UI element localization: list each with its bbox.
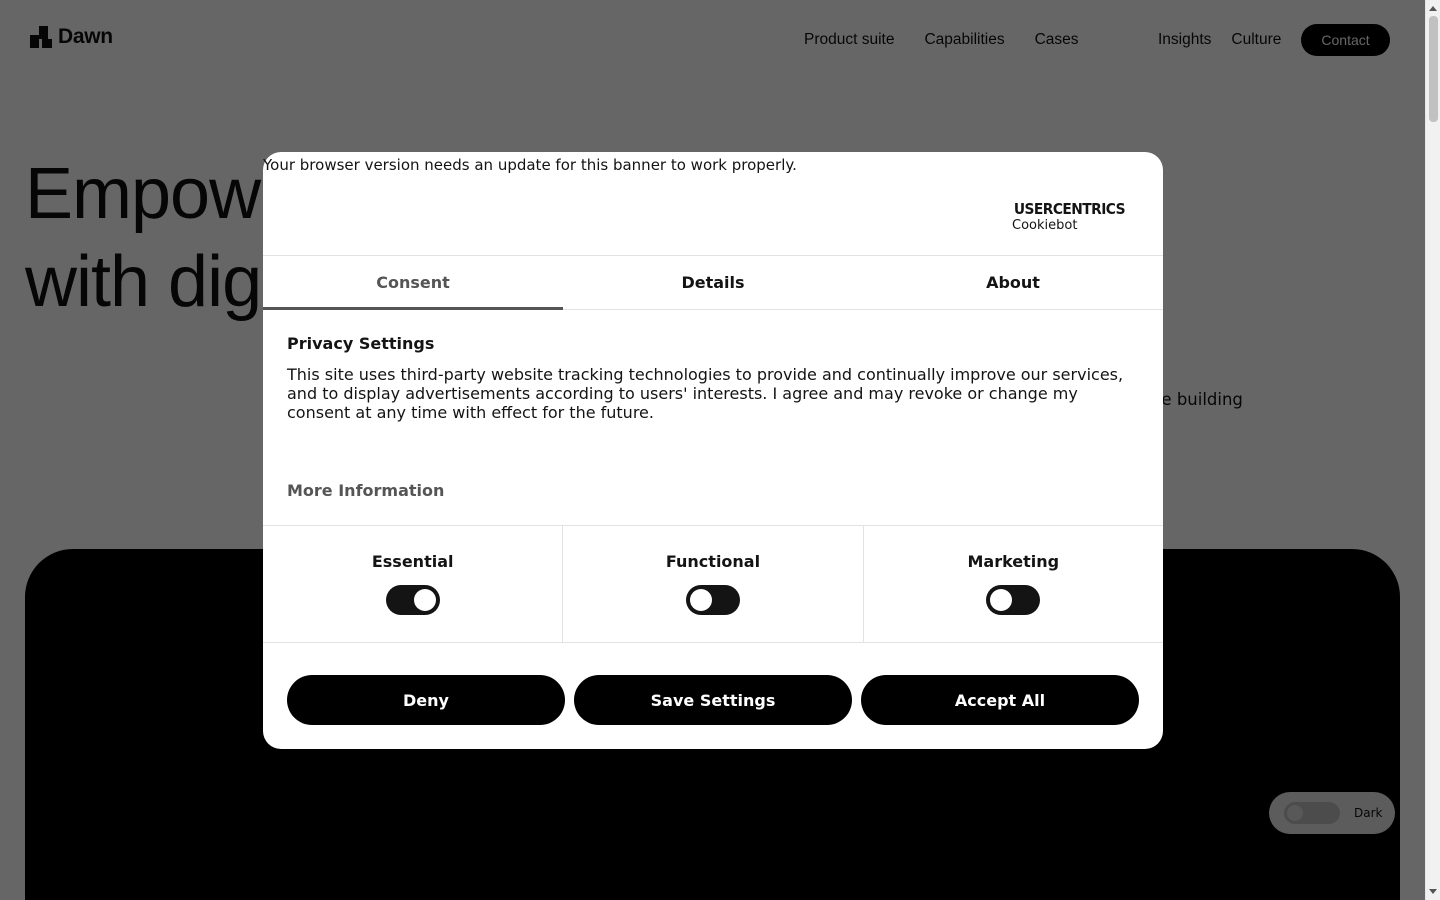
brand-product: Cookiebot [1012, 218, 1078, 233]
functional-toggle[interactable] [686, 585, 740, 615]
privacy-settings-heading: Privacy Settings [287, 334, 435, 353]
consent-tabs [263, 256, 1163, 310]
scroll-down-arrow-icon[interactable] [1429, 889, 1437, 894]
marketing-toggle[interactable] [986, 585, 1040, 615]
deny-button[interactable]: Deny [287, 675, 565, 725]
brand-wordmark [1012, 200, 1126, 218]
page-scrollbar[interactable] [1425, 0, 1440, 900]
category-label: Functional [665, 552, 761, 571]
tab-about[interactable]: About [986, 273, 1040, 292]
consent-actions [287, 675, 1139, 725]
usercentrics-cookiebot-logo[interactable] [1012, 200, 1127, 233]
category-label: Essential [371, 552, 454, 571]
scroll-up-arrow-icon[interactable] [1429, 6, 1437, 11]
essential-toggle[interactable] [386, 585, 440, 615]
category-label: Marketing [967, 552, 1060, 571]
tab-details[interactable]: Details [681, 273, 745, 292]
category-marketing [864, 526, 1163, 642]
scroll-thumb[interactable] [1429, 16, 1438, 122]
more-information-link[interactable]: More Information [287, 481, 445, 500]
accept-all-button[interactable]: Accept All [861, 675, 1139, 725]
category-essential [263, 526, 563, 642]
privacy-settings-text: This site uses third-party website tracking technologies to provide and continually improve our services, and to display advertisements according to users' interests. I agree and may revoke or change my consent at any time with effect for the future. [287, 365, 1124, 422]
category-functional [563, 526, 863, 642]
cookie-consent-dialog [263, 152, 1163, 749]
browser-update-warning: Your browser version needs an update for this banner to work properly. [263, 156, 797, 174]
save-settings-button[interactable]: Save Settings [574, 675, 852, 725]
brand-name: USERCENTRICS [1013, 200, 1126, 218]
consent-categories [263, 525, 1163, 643]
tab-consent[interactable]: Consent [263, 256, 563, 309]
